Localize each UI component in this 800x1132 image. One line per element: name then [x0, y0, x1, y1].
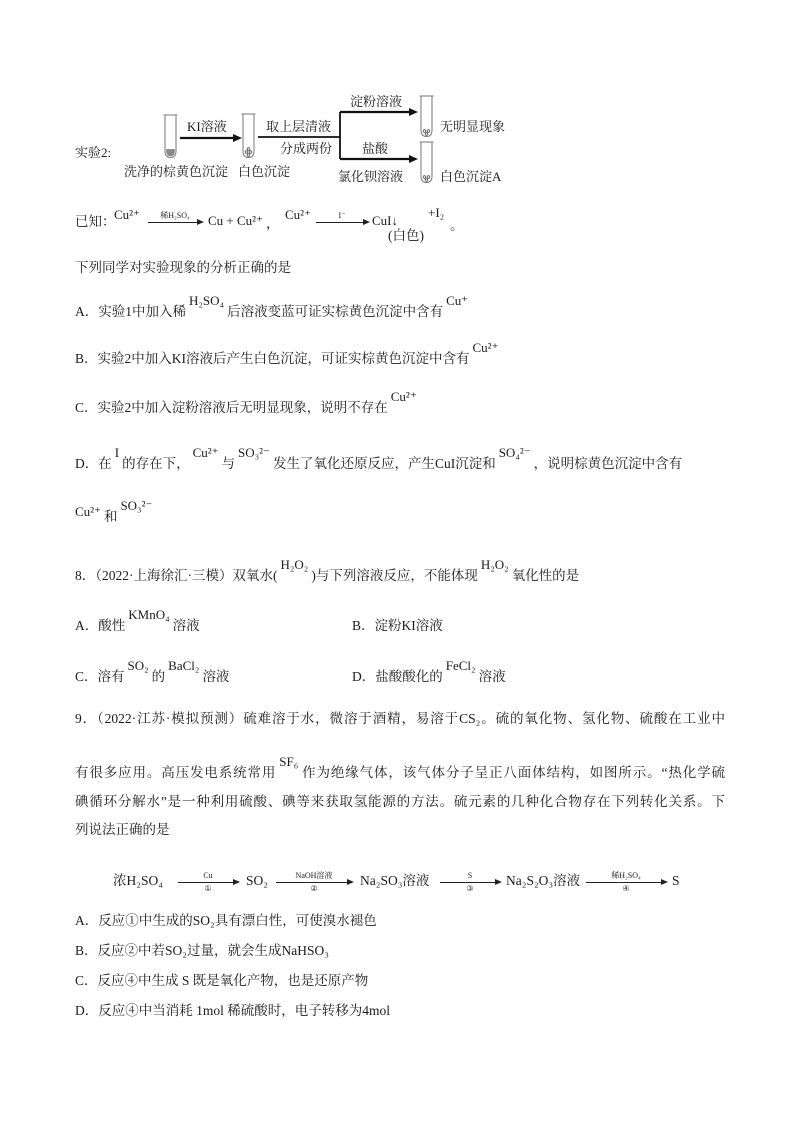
formula: H₂O₂ [280, 557, 309, 572]
q9-option-a: A．反应①中生成的SO₂具有漂白性，可使溴水褪色 [75, 913, 377, 928]
option-text: D．在 [75, 456, 112, 471]
test-tube-1 [164, 115, 178, 158]
formula: H₂O₂ [480, 557, 509, 572]
question-text: )与下列溶液反应，不能体现 [311, 568, 478, 583]
q9-option-d: D．反应④中当消耗 1mol 稀硫酸时，电子转移为4mol [75, 1003, 391, 1018]
chain-number-4: ④ [622, 884, 630, 893]
known-r2-extra: +I₂ [428, 205, 445, 220]
q8-option-c [75, 658, 230, 687]
formula: H₂SO₄ [189, 293, 225, 308]
option-text: C．实验2中加入淀粉溶液后无明显现象，说明不存在 [75, 400, 388, 415]
chain-reagent-3: S [467, 871, 473, 880]
arrow-ki [180, 134, 242, 142]
chain-number-1: ① [204, 884, 212, 893]
known-end: 。 [450, 218, 464, 233]
option-text: B．淀粉KI溶液 [352, 618, 443, 633]
formula: SF₆ [279, 754, 299, 769]
formula: Cu⁺ [446, 293, 469, 308]
option-text: A．实验1中加入稀 [75, 304, 186, 319]
tube-1-label: 洗净的棕黄色沉淀 [124, 164, 229, 179]
formula: Cu²⁺ [192, 445, 219, 460]
formula: SO₃²⁻ [238, 445, 270, 460]
known-r1-arrow [148, 211, 202, 223]
question-text: 列说法正确的是 [75, 822, 170, 837]
lower-reagent-top-label: 盐酸 [362, 141, 389, 156]
option-text: ，说明棕黄色沉淀中含有 [533, 456, 683, 471]
formula: SO₂ [127, 658, 149, 673]
split-bottom-label: 分成两份 [280, 141, 333, 156]
question-text: 有很多应用。高压发电系统常用 [75, 765, 277, 780]
known-r2-product: CuI↓ [372, 213, 398, 228]
q7-stem: 下列同学对实验现象的分析正确的是 [75, 260, 291, 275]
question-text: 9．（2022·江苏·模拟预测）硫难溶于水，微溶于酒精，易溶于CS₂。硫的氧化物、氢化物、硫酸在工业中 [75, 711, 725, 726]
lower-result-label: 白色沉淀A [440, 169, 502, 184]
formula: SO₃²⁻ [120, 498, 153, 513]
q8-option-b [352, 616, 443, 636]
q7-option-a [75, 293, 471, 322]
option-text: 与 [221, 456, 236, 471]
q9-stem-line-2 [75, 754, 725, 783]
q9-stem-line-3 [75, 792, 725, 812]
option-text: 和 [103, 509, 118, 524]
option-text: A．酸性 [75, 618, 126, 633]
q8-option-d [352, 658, 506, 687]
test-tube-3 [420, 96, 434, 137]
option-text: D．盐酸酸化的 [352, 669, 443, 684]
q9-stem-line-1 [75, 709, 725, 729]
known-r2-condition: I⁻ [338, 211, 346, 220]
option-text: 溶液 [172, 618, 200, 633]
experiment-2-label: 实验2: [75, 145, 112, 160]
chain-product-3: Na₂S₂O₃溶液 [506, 873, 581, 888]
upper-reagent-label: 淀粉溶液 [350, 94, 403, 109]
chain-product-2: Na₂SO₃溶液 [360, 873, 430, 888]
q7-option-d [75, 445, 683, 474]
chain-number-2: ② [310, 884, 318, 893]
option-text: 溶液 [202, 669, 230, 684]
formula: Cu²⁺ [390, 389, 417, 404]
chain-reagent-4: 稀H₂SO₄ [611, 871, 641, 880]
q7-option-d-continued [75, 498, 155, 527]
chain-arrow-3 [440, 871, 500, 893]
chain-reagent-2: NaOH溶液 [295, 871, 333, 880]
q8-stem [75, 557, 580, 586]
formula: I [114, 445, 120, 460]
q8-option-a [75, 607, 200, 636]
experiment-2-diagram [0, 0, 800, 200]
chain-arrow-1 [178, 871, 238, 893]
chain-product-4: S [672, 873, 680, 888]
known-prefix: 已知： [75, 214, 116, 229]
known-r1-condition: 稀H₂SO₄ [160, 211, 190, 220]
formula: Cu²⁺ [75, 504, 101, 519]
q9-option-b: B．反应②中若SO₂过量，就会生成NaHSO₃ [75, 943, 329, 958]
option-text: 的 [151, 669, 166, 684]
chain-start: 浓H₂SO₄ [113, 873, 163, 888]
option-text: 溶液 [478, 669, 506, 684]
known-r2-arrow [316, 211, 368, 223]
q9-option-c: C．反应④中生成 S 既是氧化产物，也是还原产物 [75, 973, 369, 988]
formula: Cu²⁺ [472, 340, 499, 355]
test-tube-2 [242, 114, 256, 158]
known-r2-note: (白色) [388, 228, 424, 243]
test-tube-4 [420, 142, 434, 183]
known-comma: ， [266, 216, 280, 231]
chain-product-1: SO₂ [246, 873, 268, 888]
question-text: 8．（2022·上海徐汇·三模）双氧水( [75, 568, 278, 583]
formula: BaCl₂ [168, 658, 200, 673]
ki-reagent-label: KI溶液 [187, 119, 227, 134]
chain-number-3: ③ [466, 884, 474, 893]
option-text: 发生了氧化还原反应，产生CuI沉淀和 [272, 456, 496, 471]
formula: KMnO₄ [128, 607, 170, 622]
known-r2-reactant: Cu²⁺ [285, 207, 311, 222]
chain-arrow-2 [276, 871, 352, 893]
question-text: 作为绝缘气体，该气体分子呈正八面体结构，如图所示。“热化学硫 [301, 765, 725, 780]
formula: SO₄²⁻ [498, 445, 531, 460]
option-text: 后溶液变蓝可证实棕黄色沉淀中含有 [227, 304, 444, 319]
question-text: 碘循环分解水”是一种利用硫酸、碘等来获取氢能源的方法。硫元素的几种化合物存在下列转化关系。下 [75, 794, 725, 809]
chain-arrow-4 [586, 871, 666, 893]
chain-reagent-1: Cu [203, 871, 213, 880]
split-top-label: 取上层清液 [266, 119, 332, 134]
known-r1-products: Cu + Cu²⁺ [208, 213, 263, 228]
q9-stem-line-4 [75, 820, 170, 840]
option-text: B．实验2中加入KI溶液后产生白色沉淀，可证实棕黄色沉淀中含有 [75, 351, 470, 366]
formula: FeCl₂ [445, 658, 476, 673]
q7-option-c [75, 389, 420, 418]
upper-result-label: 无明显现象 [440, 119, 506, 134]
option-text: 的存在下， [122, 456, 190, 471]
tube-2-label: 白色沉淀 [238, 164, 291, 179]
question-text: 氧化性的是 [511, 568, 580, 583]
option-text: C．溶有 [75, 669, 125, 684]
q7-option-b [75, 340, 501, 369]
known-r1-reactant: Cu²⁺ [114, 207, 140, 222]
lower-reagent-bottom-label: 氯化钡溶液 [338, 169, 404, 184]
